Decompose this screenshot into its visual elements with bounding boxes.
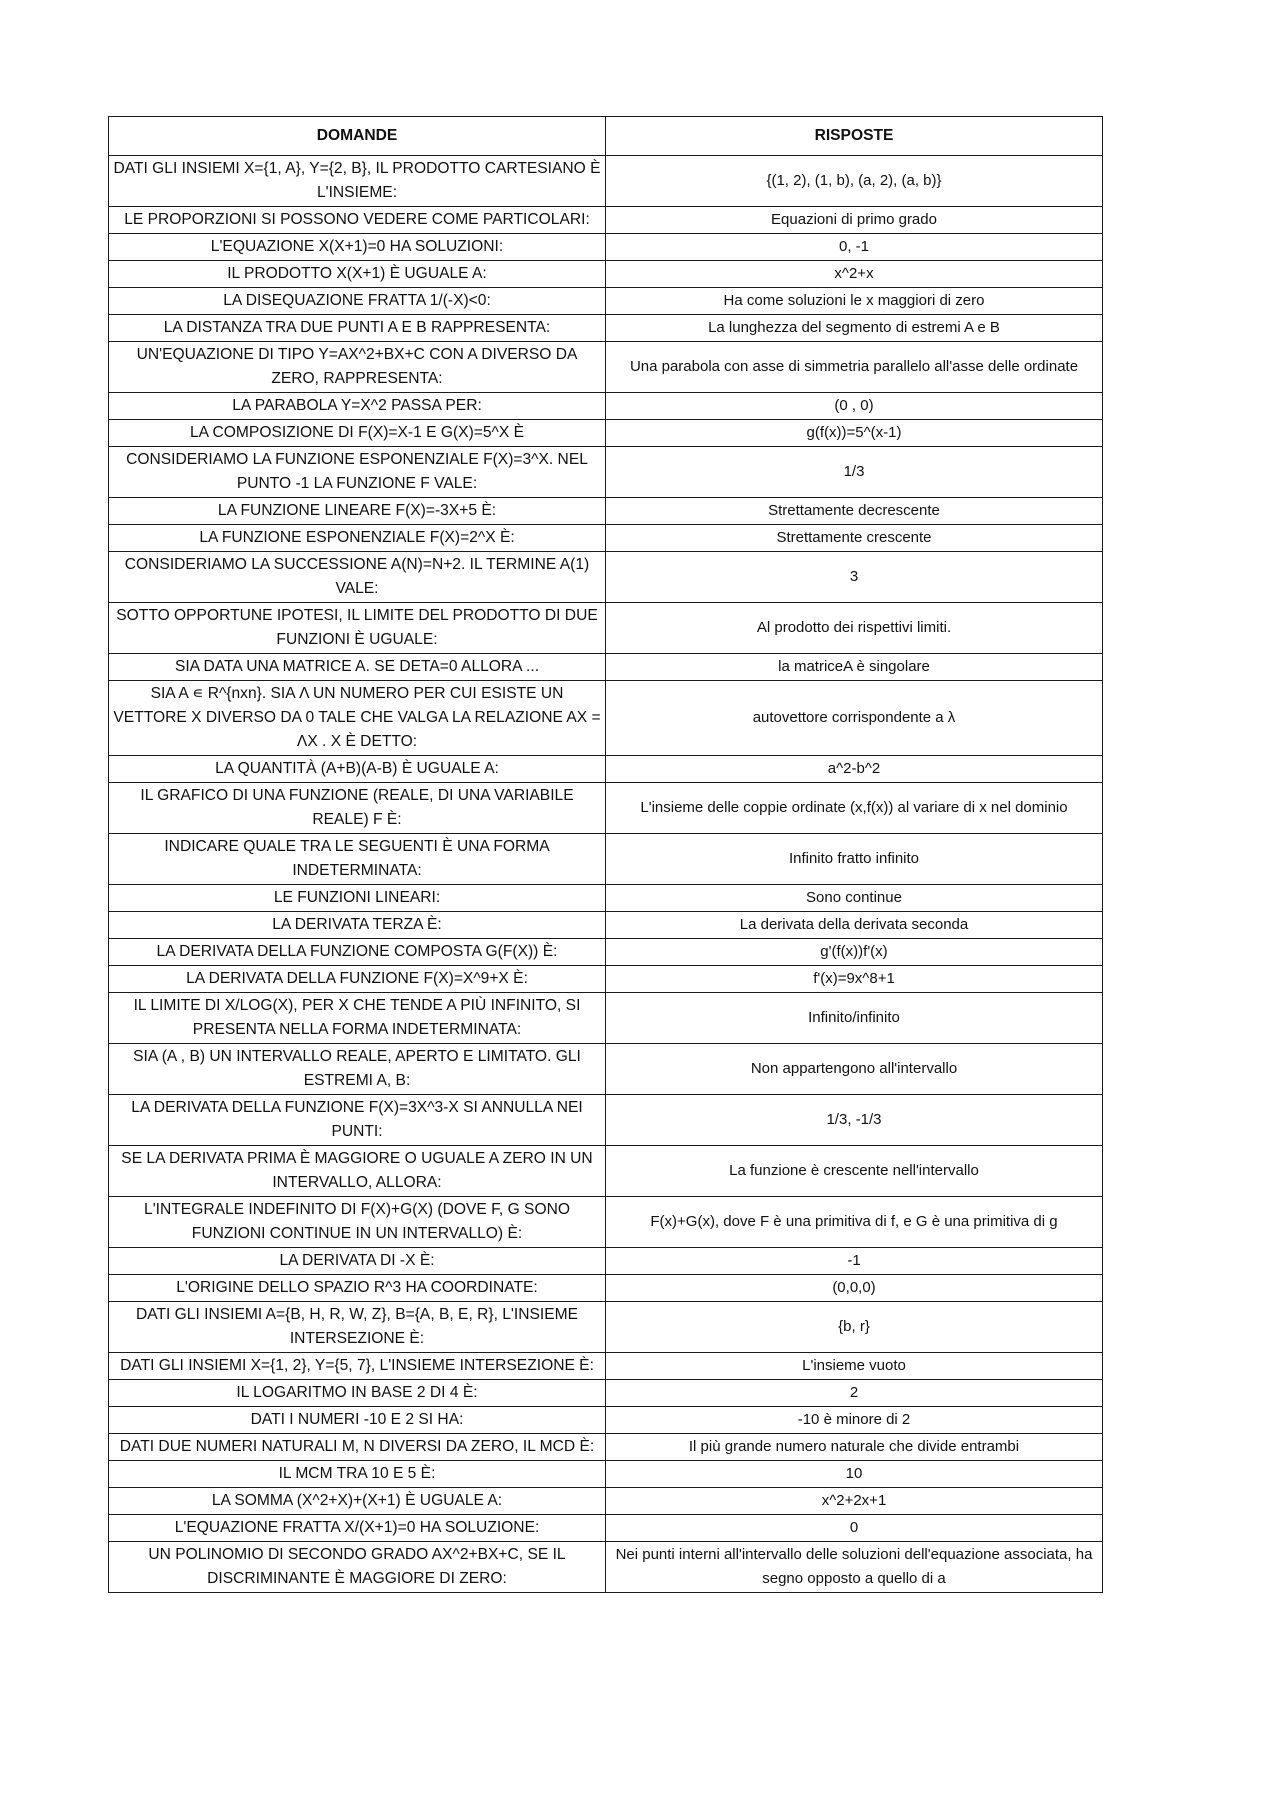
table-row: [109, 993, 1103, 1044]
question-cell: DATI I NUMERI -10 E 2 SI HA:: [109, 1407, 606, 1434]
table-row: [109, 1302, 1103, 1353]
answer-cell: F(x)+G(x), dove F è una primitiva di f, e G è una primitiva di g: [606, 1197, 1103, 1248]
table-row: [109, 1044, 1103, 1095]
qa-body: [109, 156, 1103, 1593]
question-cell: LA DERIVATA TERZA È:: [109, 912, 606, 939]
question-cell: LA DERIVATA DI -X È:: [109, 1248, 606, 1275]
header-answers: RISPOSTE: [606, 117, 1103, 156]
question-cell: LA DERIVATA DELLA FUNZIONE COMPOSTA G(F(X)) È:: [109, 939, 606, 966]
answer-cell: -1: [606, 1248, 1103, 1275]
answer-cell: Infinito fratto infinito: [606, 834, 1103, 885]
answer-cell: (0 , 0): [606, 393, 1103, 420]
header-row: [109, 117, 1103, 156]
answer-cell: Strettamente decrescente: [606, 498, 1103, 525]
answer-cell: 0, -1: [606, 234, 1103, 261]
question-cell: CONSIDERIAMO LA FUNZIONE ESPONENZIALE F(X)=3^X. NEL PUNTO -1 LA FUNZIONE F VALE:: [109, 447, 606, 498]
answer-cell: la matriceA è singolare: [606, 654, 1103, 681]
question-cell: IL PRODOTTO X(X+1) È UGUALE A:: [109, 261, 606, 288]
answer-cell: L'insieme delle coppie ordinate (x,f(x)) al variare di x nel dominio: [606, 783, 1103, 834]
table-row: [109, 939, 1103, 966]
answer-cell: Strettamente crescente: [606, 525, 1103, 552]
question-cell: INDICARE QUALE TRA LE SEGUENTI È UNA FORMA INDETERMINATA:: [109, 834, 606, 885]
table-row: [109, 315, 1103, 342]
table-row: [109, 1146, 1103, 1197]
question-cell: LE PROPORZIONI SI POSSONO VEDERE COME PARTICOLARI:: [109, 207, 606, 234]
table-row: [109, 525, 1103, 552]
answer-cell: g'(f(x))f'(x): [606, 939, 1103, 966]
answer-cell: Ha come soluzioni le x maggiori di zero: [606, 288, 1103, 315]
table-row: [109, 654, 1103, 681]
question-cell: LA DISEQUAZIONE FRATTA 1/(-X)<0:: [109, 288, 606, 315]
answer-cell: g(f(x))=5^(x-1): [606, 420, 1103, 447]
table-row: [109, 834, 1103, 885]
answer-cell: Al prodotto dei rispettivi limiti.: [606, 603, 1103, 654]
table-row: [109, 1434, 1103, 1461]
question-cell: L'EQUAZIONE X(X+1)=0 HA SOLUZIONI:: [109, 234, 606, 261]
table-row: [109, 1542, 1103, 1593]
answer-cell: L'insieme vuoto: [606, 1353, 1103, 1380]
question-cell: LA COMPOSIZIONE DI F(X)=X-1 E G(X)=5^X È: [109, 420, 606, 447]
qa-table: [108, 116, 1103, 1593]
answer-cell: x^2+2x+1: [606, 1488, 1103, 1515]
table-row: [109, 261, 1103, 288]
answer-cell: 3: [606, 552, 1103, 603]
question-cell: LA DISTANZA TRA DUE PUNTI A E B RAPPRESENTA:: [109, 315, 606, 342]
answer-cell: Infinito/infinito: [606, 993, 1103, 1044]
table-row: [109, 966, 1103, 993]
answer-cell: {(1, 2), (1, b), (a, 2), (a, b)}: [606, 156, 1103, 207]
answer-cell: {b, r}: [606, 1302, 1103, 1353]
question-cell: LA FUNZIONE ESPONENZIALE F(X)=2^X È:: [109, 525, 606, 552]
answer-cell: (0,0,0): [606, 1275, 1103, 1302]
answer-cell: 1/3: [606, 447, 1103, 498]
question-cell: IL LIMITE DI X/LOG(X), PER X CHE TENDE A PIÙ INFINITO, SI PRESENTA NELLA FORMA INDETERMINATA:: [109, 993, 606, 1044]
table-row: [109, 1380, 1103, 1407]
table-row: [109, 552, 1103, 603]
table-row: [109, 393, 1103, 420]
table-row: [109, 783, 1103, 834]
question-cell: LA SOMMA (X^2+X)+(X+1) È UGUALE A:: [109, 1488, 606, 1515]
answer-cell: Una parabola con asse di simmetria parallelo all'asse delle ordinate: [606, 342, 1103, 393]
question-cell: LA FUNZIONE LINEARE F(X)=-3X+5 È:: [109, 498, 606, 525]
answer-cell: Equazioni di primo grado: [606, 207, 1103, 234]
table-row: [109, 681, 1103, 756]
answer-cell: Il più grande numero naturale che divide entrambi: [606, 1434, 1103, 1461]
table-row: [109, 156, 1103, 207]
answer-cell: Nei punti interni all'intervallo delle soluzioni dell'equazione associata, ha segno opposto a quello di a: [606, 1542, 1103, 1593]
table-row: [109, 1515, 1103, 1542]
answer-cell: La funzione è crescente nell'intervallo: [606, 1146, 1103, 1197]
table-row: [109, 288, 1103, 315]
question-cell: L'EQUAZIONE FRATTA X/(X+1)=0 HA SOLUZIONE:: [109, 1515, 606, 1542]
answer-cell: Sono continue: [606, 885, 1103, 912]
answer-cell: -10 è minore di 2: [606, 1407, 1103, 1434]
question-cell: IL GRAFICO DI UNA FUNZIONE (REALE, DI UNA VARIABILE REALE) F È:: [109, 783, 606, 834]
answer-cell: a^2-b^2: [606, 756, 1103, 783]
table-row: [109, 234, 1103, 261]
table-row: [109, 603, 1103, 654]
answer-cell: 1/3, -1/3: [606, 1095, 1103, 1146]
table-row: [109, 447, 1103, 498]
question-cell: LA DERIVATA DELLA FUNZIONE F(X)=X^9+X È:: [109, 966, 606, 993]
question-cell: SE LA DERIVATA PRIMA È MAGGIORE O UGUALE A ZERO IN UN INTERVALLO, ALLORA:: [109, 1146, 606, 1197]
table-row: [109, 498, 1103, 525]
table-row: [109, 912, 1103, 939]
question-cell: UN POLINOMIO DI SECONDO GRADO AX^2+BX+C, SE IL DISCRIMINANTE È MAGGIORE DI ZERO:: [109, 1542, 606, 1593]
answer-cell: 0: [606, 1515, 1103, 1542]
table-row: [109, 420, 1103, 447]
question-cell: DATI GLI INSIEMI A={B, H, R, W, Z}, B={A, B, E, R}, L'INSIEME INTERSEZIONE È:: [109, 1302, 606, 1353]
answer-cell: f'(x)=9x^8+1: [606, 966, 1103, 993]
answer-cell: 2: [606, 1380, 1103, 1407]
table-row: [109, 342, 1103, 393]
question-cell: SIA DATA UNA MATRICE A. SE DETA=0 ALLORA ...: [109, 654, 606, 681]
table-row: [109, 207, 1103, 234]
question-cell: LA DERIVATA DELLA FUNZIONE F(X)=3X^3-X SI ANNULLA NEI PUNTI:: [109, 1095, 606, 1146]
table-row: [109, 1461, 1103, 1488]
question-cell: LA QUANTITÀ (A+B)(A-B) È UGUALE A:: [109, 756, 606, 783]
question-cell: CONSIDERIAMO LA SUCCESSIONE A(N)=N+2. IL TERMINE A(1) VALE:: [109, 552, 606, 603]
question-cell: SIA (A , B) UN INTERVALLO REALE, APERTO E LIMITATO. GLI ESTREMI A, B:: [109, 1044, 606, 1095]
table-row: [109, 1488, 1103, 1515]
question-cell: DATI GLI INSIEMI X={1, 2}, Y={5, 7}, L'INSIEME INTERSEZIONE È:: [109, 1353, 606, 1380]
question-cell: LE FUNZIONI LINEARI:: [109, 885, 606, 912]
table-row: [109, 1275, 1103, 1302]
table-row: [109, 756, 1103, 783]
table-row: [109, 1353, 1103, 1380]
question-cell: DATI GLI INSIEMI X={1, A}, Y={2, B}, IL PRODOTTO CARTESIANO È L'INSIEME:: [109, 156, 606, 207]
question-cell: DATI DUE NUMERI NATURALI M, N DIVERSI DA ZERO, IL MCD È:: [109, 1434, 606, 1461]
answer-cell: autovettore corrispondente a λ: [606, 681, 1103, 756]
question-cell: IL LOGARITMO IN BASE 2 DI 4 È:: [109, 1380, 606, 1407]
table-row: [109, 885, 1103, 912]
question-cell: L'ORIGINE DELLO SPAZIO R^3 HA COORDINATE:: [109, 1275, 606, 1302]
answer-cell: x^2+x: [606, 261, 1103, 288]
question-cell: SIA A ∊ R^{nxn}. SIA Λ UN NUMERO PER CUI ESISTE UN VETTORE X DIVERSO DA 0 TALE CHE VALGA LA RELAZIONE AX = ΛX . X È DETTO:: [109, 681, 606, 756]
table-row: [109, 1197, 1103, 1248]
question-cell: L'INTEGRALE INDEFINITO DI F(X)+G(X) (DOVE F, G SONO FUNZIONI CONTINUE IN UN INTERVALLO) È:: [109, 1197, 606, 1248]
answer-cell: 10: [606, 1461, 1103, 1488]
answer-cell: La lunghezza del segmento di estremi A e B: [606, 315, 1103, 342]
question-cell: UN'EQUAZIONE DI TIPO Y=AX^2+BX+C CON A DIVERSO DA ZERO, RAPPRESENTA:: [109, 342, 606, 393]
table-row: [109, 1248, 1103, 1275]
question-cell: LA PARABOLA Y=X^2 PASSA PER:: [109, 393, 606, 420]
answer-cell: Non appartengono all'intervallo: [606, 1044, 1103, 1095]
question-cell: SOTTO OPPORTUNE IPOTESI, IL LIMITE DEL PRODOTTO DI DUE FUNZIONI È UGUALE:: [109, 603, 606, 654]
table-row: [109, 1407, 1103, 1434]
answer-cell: La derivata della derivata seconda: [606, 912, 1103, 939]
header-questions: DOMANDE: [109, 117, 606, 156]
question-cell: IL MCM TRA 10 E 5 È:: [109, 1461, 606, 1488]
table-row: [109, 1095, 1103, 1146]
